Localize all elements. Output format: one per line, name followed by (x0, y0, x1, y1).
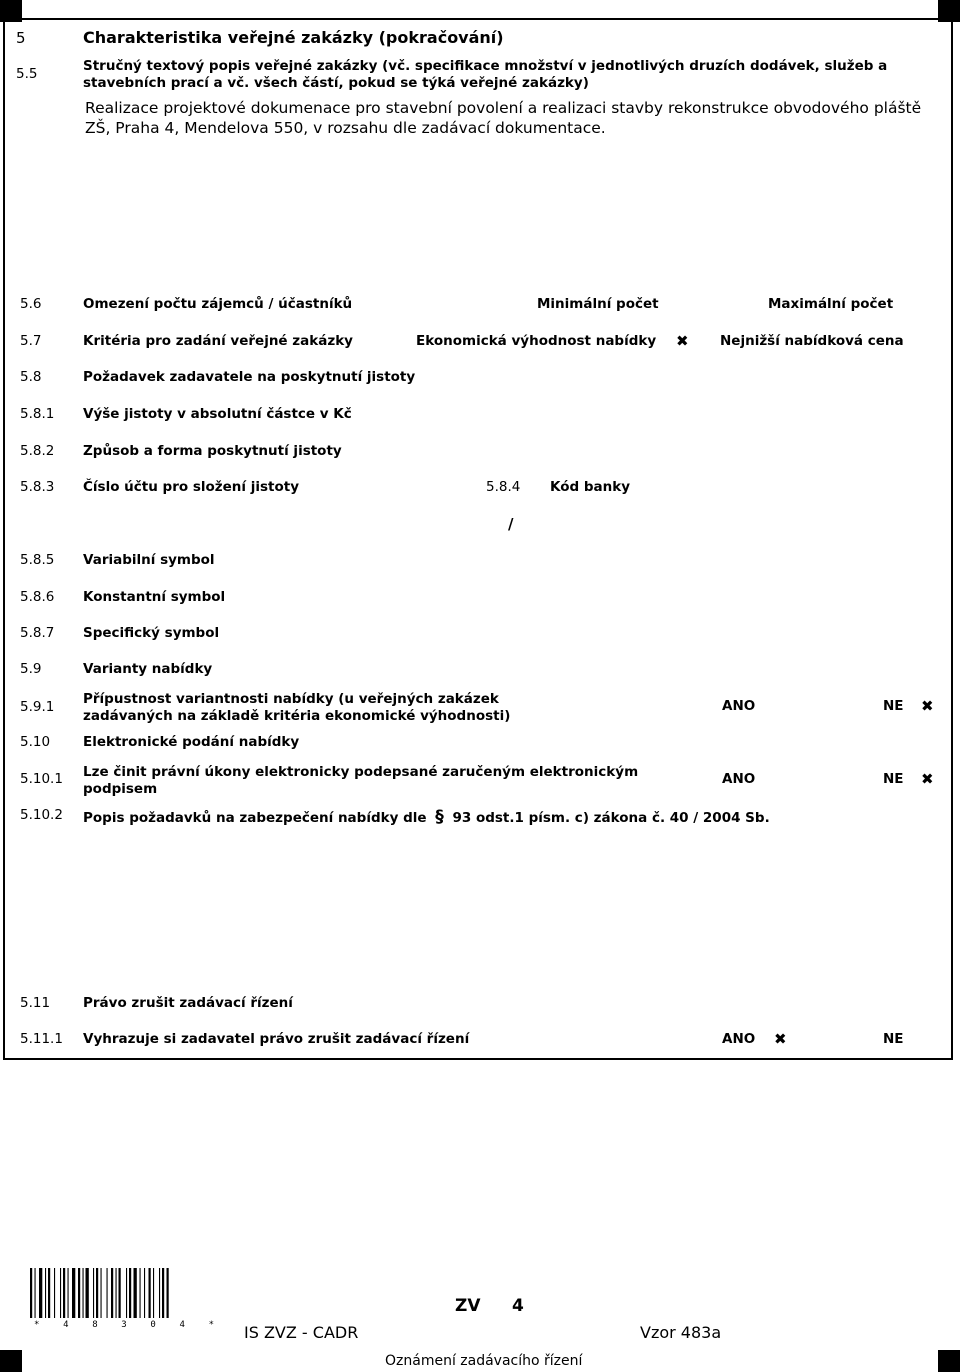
section-5-10-2-label (83, 807, 770, 827)
electronic-no-check-mark: ✖ (921, 770, 934, 788)
max-count-label: Maximální počet (768, 296, 894, 312)
section-5-8-7-label: Specifický symbol (83, 625, 220, 641)
barcode-digit: 4 (63, 1320, 69, 1330)
section-5-5-text-line2: ZŠ, Praha 4, Mendelova 550, v rozsahu dle zadávací dokumentace. (85, 119, 606, 137)
section-5-10-2-label-pre: Popis požadavků na zabezpečení nabídky dle (83, 810, 427, 826)
section-5-11-label: Právo zrušit zadávací řízení (83, 995, 293, 1011)
form-frame (3, 18, 953, 1060)
page-number: 4 (512, 1296, 524, 1316)
variants-yes-label: ANO (722, 698, 756, 714)
section-5-9-1-label-line2: zadávaných na základě kritéria ekonomické výhodnosti) (83, 708, 511, 724)
section-5-8-6-label: Konstantní symbol (83, 589, 226, 605)
barcode-digit: 0 (150, 1320, 156, 1330)
barcode-digit: * (34, 1320, 40, 1330)
barcode-digit: 4 (179, 1320, 185, 1330)
cancel-right-yes-label: ANO (722, 1031, 756, 1047)
section-5-8-1-label: Výše jistoty v absolutní částce v Kč (83, 406, 352, 422)
section-5-8-2-number: 5.8.2 (20, 443, 55, 459)
section-5-8-1-number: 5.8.1 (20, 406, 55, 422)
section-5-9-number: 5.9 (20, 661, 42, 677)
section-5-10-label: Elektronické podání nabídky (83, 734, 300, 750)
section-5-8-2-label: Způsob a forma poskytnutí jistoty (83, 443, 342, 459)
section-5-9-1-number: 5.9.1 (20, 699, 55, 715)
section-5-10-1-number: 5.10.1 (20, 771, 63, 787)
barcode-digit: 8 (92, 1320, 98, 1330)
section-sign-symbol: § (435, 807, 444, 827)
section-5-6-label: Omezení počtu zájemců / účastníků (83, 296, 353, 312)
section-5-8-6-number: 5.8.6 (20, 589, 55, 605)
section-5-10-number: 5.10 (20, 734, 51, 750)
section-5-9-1-label-line1: Přípustnost variantnosti nabídky (u veřejných zakázek (83, 691, 499, 707)
criteria-economic-check-mark: ✖ (676, 332, 689, 350)
section-5-8-label: Požadavek zadavatele na poskytnutí jistoty (83, 369, 416, 385)
section-5-11-number: 5.11 (20, 995, 51, 1011)
section-5-8-5-label: Variabilní symbol (83, 552, 215, 568)
electronic-yes-label: ANO (722, 771, 756, 787)
barcode-image (30, 1268, 216, 1318)
cancel-right-no-label: NE (883, 1031, 904, 1047)
variants-no-check-mark: ✖ (921, 697, 934, 715)
electronic-no-label: NE (883, 771, 904, 787)
form-code: ZV (455, 1296, 481, 1316)
section-5-9-label: Varianty nabídky (83, 661, 213, 677)
section-5-8-3-number: 5.8.3 (20, 479, 55, 495)
section-5-11-1-label: Vyhrazuje si zadavatel právo zrušit zadávací řízení (83, 1031, 470, 1047)
criteria-economic-label: Ekonomická výhodnost nabídky (416, 333, 657, 349)
section-5-10-1-label-line1: Lze činit právní úkony elektronicky podepsané zaručeným elektronickým (83, 764, 639, 780)
section-5-8-5-number: 5.8.5 (20, 552, 55, 568)
section-5-8-3-label: Číslo účtu pro složení jistoty (83, 479, 300, 495)
criteria-lowest-price-label: Nejnižší nabídková cena (720, 333, 904, 349)
corner-mark-bottom-left (0, 1350, 22, 1372)
barcode-digit: * (208, 1320, 214, 1330)
system-name: IS ZVZ - CADR (244, 1323, 359, 1342)
section-5-10-1-label-line2: podpisem (83, 781, 158, 797)
section-5-8-7-number: 5.8.7 (20, 625, 55, 641)
section-5-10-2-label-post: 93 odst.1 písm. c) zákona č. 40 / 2004 Sb. (452, 810, 770, 826)
section-5-8-4-number: 5.8.4 (486, 479, 521, 495)
section-5-10-2-number: 5.10.2 (20, 807, 63, 823)
barcode-digit: 3 (121, 1320, 127, 1330)
section-5-5-text-line1: Realizace projektové dokumenace pro stavební povolení a realizaci stavby rekonstrukce obvodového pláště (85, 99, 922, 117)
variants-no-label: NE (883, 698, 904, 714)
section-5-number: 5 (16, 29, 26, 47)
section-5-7-number: 5.7 (20, 333, 42, 349)
section-5-11-1-number: 5.11.1 (20, 1031, 63, 1047)
section-5-8-4-label: Kód banky (550, 479, 631, 495)
notice-title: Oznámení zadávacího řízení (385, 1353, 583, 1369)
cancel-right-yes-check-mark: ✖ (774, 1030, 787, 1048)
section-5-5-title-line1: Stručný textový popis veřejné zakázky (vč. specifikace množství v jednotlivých druzích dodávek, služeb a (83, 58, 888, 74)
section-5-6-number: 5.6 (20, 296, 42, 312)
section-5-8-number: 5.8 (20, 369, 42, 385)
section-5-title: Charakteristika veřejné zakázky (pokračování) (83, 28, 504, 47)
bank-code-slash: / (508, 515, 514, 533)
template-name: Vzor 483a (640, 1323, 722, 1342)
section-5-7-label: Kritéria pro zadání veřejné zakázky (83, 333, 353, 349)
section-5-5-title-line2: stavebních prací a vč. všech částí, pokud se týká veřejné zakázky) (83, 75, 589, 91)
barcode-digits (34, 1320, 214, 1330)
min-count-label: Minimální počet (537, 296, 659, 312)
corner-mark-bottom-right (938, 1350, 960, 1372)
section-5-5-number: 5.5 (16, 66, 38, 82)
